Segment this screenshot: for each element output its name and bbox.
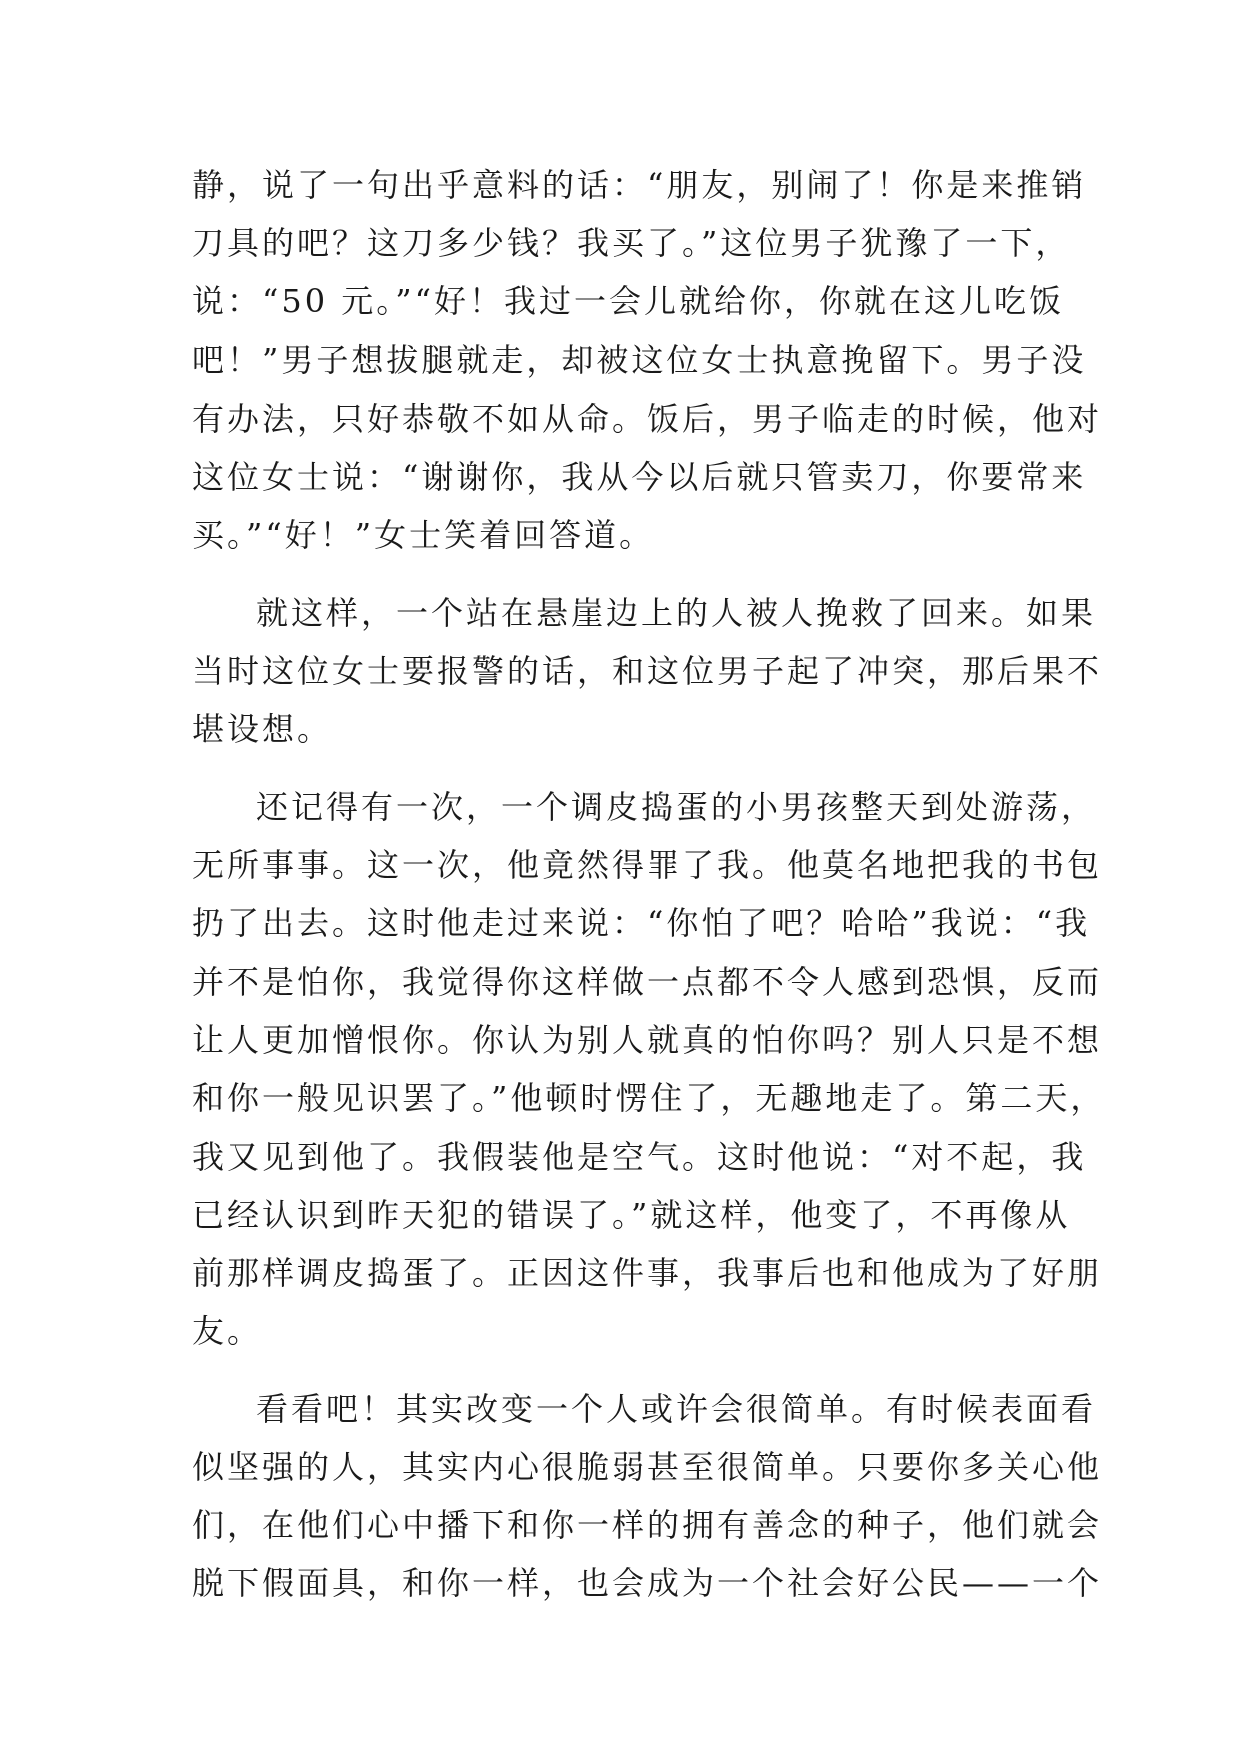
text-line: 堪设想。 (192, 710, 333, 748)
paragraph-first-line: 还记得有一次，一个调皮捣蛋的小男孩整天到处游荡， (256, 788, 1097, 826)
text-line: 买。”“好！”女士笑着回答道。 (192, 516, 655, 554)
paragraph-first-line: 就这样，一个站在悬崖边上的人被人挽救了回来。如果 (256, 594, 1097, 632)
text-line: 友。 (192, 1312, 263, 1350)
text-line: 当时这位女士要报警的话，和这位男子起了冲突，那后果不 (192, 652, 1103, 690)
text-line: 刀具的吧？这刀多少钱？我买了。”这位男子犹豫了一下， (192, 224, 1071, 262)
text-line: 吧！”男子想拔腿就走，却被这位女士执意挽留下。男子没 (192, 341, 1087, 379)
text-line: 这位女士说：“谢谢你，我从今以后就只管卖刀，你要常来 (192, 458, 1087, 496)
text-line: 有办法，只好恭敬不如从命。饭后，男子临走的时候，他对 (192, 400, 1103, 438)
text-line: 和你一般见识罢了。”他顿时愣住了，无趣地走了。第二天， (192, 1079, 1106, 1117)
text-line: 并不是怕你，我觉得你这样做一点都不令人感到恐惧，反而 (192, 963, 1103, 1001)
text-line: 似坚强的人，其实内心很脆弱甚至很简单。只要你多关心他 (192, 1448, 1103, 1486)
text-line: 前那样调皮捣蛋了。正因这件事，我事后也和他成为了好朋 (192, 1254, 1103, 1292)
text-line: 已经认识到昨天犯的错误了。”就这样，他变了，不再像从 (192, 1196, 1071, 1234)
text-line: 扔了出去。这时他走过来说：“你怕了吧？哈哈”我说：“我 (192, 904, 1091, 942)
text-line: 脱下假面具，和你一样，也会成为一个社会好公民——一个 (192, 1564, 1103, 1602)
text-line: 我又见到他了。我假装他是空气。这时他说：“对不起，我 (192, 1138, 1087, 1176)
text-line: 说：“50 元。”“好！我过一会儿就给你，你就在这儿吃饭 (192, 282, 1064, 320)
text-line: 让人更加憎恨你。你认为别人就真的怕你吗？别人只是不想 (192, 1021, 1103, 1059)
text-line: 们，在他们心中播下和你一样的拥有善念的种子，他们就会 (192, 1506, 1103, 1544)
paragraph-first-line: 看看吧！其实改变一个人或许会很简单。有时候表面看 (256, 1390, 1097, 1428)
text-line: 无所事事。这一次，他竟然得罪了我。他莫名地把我的书包 (192, 846, 1103, 884)
text-line: 静，说了一句出乎意料的话：“朋友，别闹了！你是来推销 (192, 166, 1087, 204)
